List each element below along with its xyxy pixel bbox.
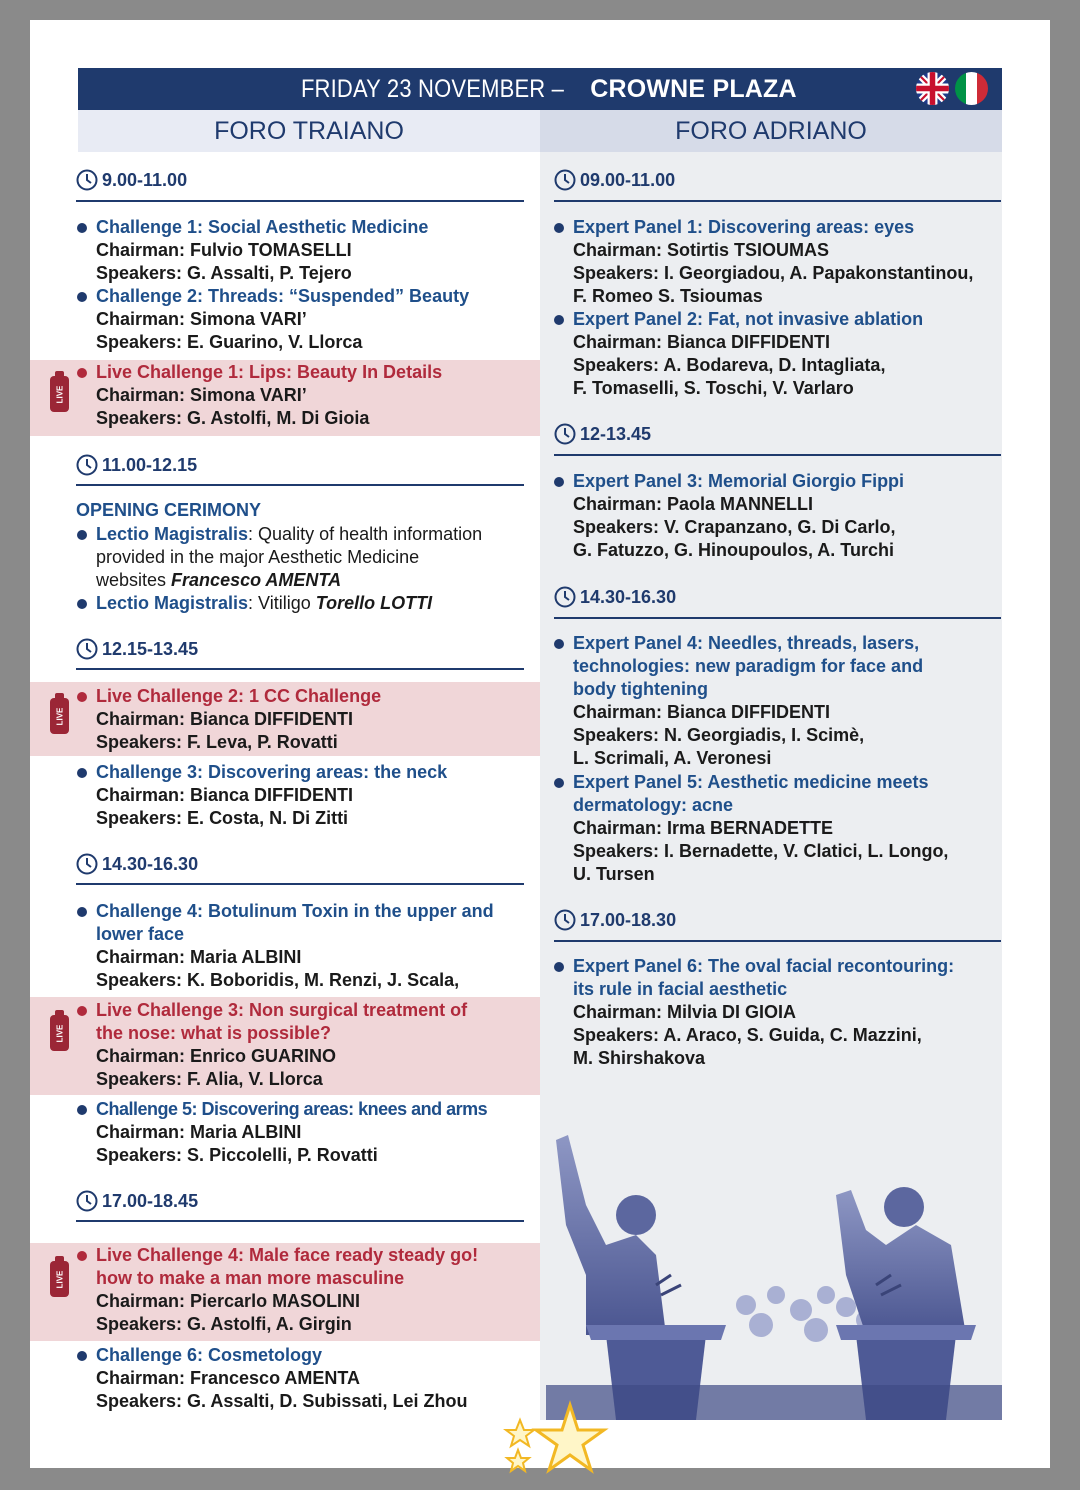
clock-icon bbox=[76, 853, 98, 875]
session-chairman: Chairman: Simona VARI’ bbox=[96, 385, 307, 405]
session-speakers: Speakers: F. Alia, V. Llorca bbox=[96, 1069, 323, 1089]
session-live-challenge-4 bbox=[96, 1244, 536, 1336]
session-chairman: Chairman: Maria ALBINI bbox=[96, 947, 302, 967]
time-label: 17.00-18.30 bbox=[580, 909, 677, 930]
time-label: 09.00-11.00 bbox=[580, 169, 676, 190]
italy-flag-icon[interactable] bbox=[955, 72, 988, 105]
divider bbox=[76, 668, 524, 670]
session-speakers: L. Scrimali, A. Veronesi bbox=[573, 748, 772, 768]
session-speakers: U. Tursen bbox=[573, 864, 655, 884]
session-chairman: Chairman: Simona VARI’ bbox=[96, 309, 307, 329]
time-slot bbox=[76, 169, 187, 191]
live-badge-icon: LIVE bbox=[50, 1015, 69, 1051]
time-label: 11.00-12.15 bbox=[102, 454, 198, 475]
session-expert-panel-2 bbox=[573, 308, 998, 400]
clock-icon bbox=[554, 586, 576, 608]
session-speakers: Speakers: V. Crapanzano, G. Di Carlo, bbox=[573, 517, 896, 537]
session-lectio-magistralis-2 bbox=[96, 592, 536, 615]
session-speakers: Speakers: I. Georgiadou, A. Papakonstantinou, bbox=[573, 263, 974, 283]
lecturer-name: Torello LOTTI bbox=[315, 593, 433, 613]
live-badge-icon: LIVE bbox=[50, 698, 69, 734]
session-title: Live Challenge 2: 1 CC Challenge bbox=[96, 685, 536, 708]
session-title: Challenge 1: Social Aesthetic Medicine bbox=[96, 216, 536, 239]
time-label: 14.30-16.30 bbox=[102, 853, 199, 874]
time-label: 14.30-16.30 bbox=[580, 586, 677, 607]
session-speakers: Speakers: F. Leva, P. Rovatti bbox=[96, 732, 338, 752]
session-description: provided in the major Aesthetic Medicine bbox=[96, 547, 420, 567]
column-header-foro-adriano: FORO ADRIANO bbox=[540, 110, 1002, 152]
divider bbox=[76, 1220, 524, 1222]
clock-icon bbox=[76, 1190, 98, 1212]
session-title: Expert Panel 2: Fat, not invasive ablation bbox=[573, 308, 998, 331]
session-title-continued: body tightening bbox=[573, 679, 708, 699]
session-chairman: Chairman: Bianca DIFFIDENTI bbox=[96, 709, 354, 729]
language-flags bbox=[916, 72, 988, 105]
session-speakers: F. Tomaselli, S. Toschi, V. Varlaro bbox=[573, 378, 854, 398]
session-challenge-1 bbox=[96, 216, 536, 285]
session-challenge-6 bbox=[96, 1344, 536, 1413]
clock-icon bbox=[76, 454, 98, 476]
lecturer-name: Francesco AMENTA bbox=[171, 570, 342, 590]
clock-icon bbox=[554, 909, 576, 931]
session-live-challenge-2 bbox=[96, 685, 536, 754]
session-title: Challenge 5: Discovering areas: knees and arms bbox=[96, 1098, 536, 1121]
time-slot bbox=[554, 586, 676, 608]
session-challenge-3 bbox=[96, 761, 536, 830]
session-speakers: Speakers: K. Boboridis, M. Renzi, J. Scala, bbox=[96, 970, 460, 990]
divider bbox=[76, 200, 524, 202]
session-chairman: Chairman: Piercarlo MASOLINI bbox=[96, 1291, 361, 1311]
session-title: Challenge 3: Discovering areas: the neck bbox=[96, 761, 536, 784]
session-chairman: Chairman: Irma BERNADETTE bbox=[573, 818, 834, 838]
session-chairman: Chairman: Fulvio TOMASELLI bbox=[96, 240, 352, 260]
time-label: 17.00-18.45 bbox=[102, 1190, 199, 1211]
session-title: Lectio Magistralis bbox=[96, 524, 249, 544]
time-slot bbox=[554, 909, 676, 931]
time-slot bbox=[76, 454, 197, 476]
session-description: : Vitiligo bbox=[248, 593, 316, 613]
session-title-continued: technologies: new paradigm for face and bbox=[573, 656, 924, 676]
session-speakers: F. Romeo S. Tsioumas bbox=[573, 286, 763, 306]
session-live-challenge-3 bbox=[96, 999, 536, 1091]
session-title: Lectio Magistralis bbox=[96, 593, 249, 613]
session-speakers: Speakers: E. Costa, N. Di Zitti bbox=[96, 808, 349, 828]
session-chairman: Chairman: Paola MANNELLI bbox=[573, 494, 814, 514]
divider bbox=[554, 454, 1001, 456]
day-text: FRIDAY 23 NOVEMBER – bbox=[301, 74, 565, 103]
session-title: Live Challenge 1: Lips: Beauty In Details bbox=[96, 361, 536, 384]
session-speakers: Speakers: N. Georgiadis, I. Scimè, bbox=[573, 725, 865, 745]
session-speakers: M. Shirshakova bbox=[573, 1048, 706, 1068]
session-speakers: Speakers: G. Assalti, D. Subissati, Lei Zhou bbox=[96, 1391, 468, 1411]
session-challenge-4 bbox=[96, 900, 536, 992]
session-expert-panel-3 bbox=[573, 470, 998, 562]
session-chairman: Chairman: Milvia DI GIOIA bbox=[573, 1002, 797, 1022]
time-slot bbox=[76, 1190, 198, 1212]
session-title: Expert Panel 5: Aesthetic medicine meets bbox=[573, 771, 998, 794]
live-badge-icon: LIVE bbox=[50, 376, 69, 412]
session-speakers: Speakers: A. Bodareva, D. Intagliata, bbox=[573, 355, 886, 375]
venue-name: CROWNE PLAZA bbox=[590, 74, 797, 103]
clock-icon bbox=[76, 638, 98, 660]
session-title-continued: lower face bbox=[96, 924, 185, 944]
session-challenge-2 bbox=[96, 285, 536, 354]
time-slot bbox=[554, 423, 651, 445]
live-badge-icon: LIVE bbox=[50, 1261, 69, 1297]
session-speakers: Speakers: I. Bernadette, V. Clatici, L. Longo, bbox=[573, 841, 949, 861]
column-header-foro-traiano: FORO TRAIANO bbox=[78, 110, 540, 152]
time-slot bbox=[76, 853, 198, 875]
session-speakers: Speakers: G. Astolfi, M. Di Gioia bbox=[96, 408, 370, 428]
session-speakers: G. Fatuzzo, G. Hinoupoulos, A. Turchi bbox=[573, 540, 894, 560]
session-chairman: Chairman: Enrico GUARINO bbox=[96, 1046, 337, 1066]
clock-icon bbox=[554, 169, 576, 191]
divider bbox=[76, 883, 524, 885]
session-chairman: Chairman: Bianca DIFFIDENTI bbox=[573, 702, 831, 722]
time-label: 12-13.45 bbox=[580, 423, 652, 444]
session-chairman: Chairman: Bianca DIFFIDENTI bbox=[96, 785, 354, 805]
session-chairman: Chairman: Sotirtis TSIOUMAS bbox=[573, 240, 830, 260]
session-title-continued: the nose: what is possible? bbox=[96, 1023, 332, 1043]
session-title-continued: dermatology: acne bbox=[573, 795, 734, 815]
session-speakers: Speakers: S. Piccolelli, P. Rovatti bbox=[96, 1145, 378, 1165]
time-label: 9.00-11.00 bbox=[102, 169, 188, 190]
divider bbox=[554, 200, 1001, 202]
clock-icon bbox=[76, 169, 98, 191]
session-speakers: Speakers: A. Araco, S. Guida, C. Mazzini, bbox=[573, 1025, 922, 1045]
time-label: 12.15-13.45 bbox=[102, 638, 199, 659]
session-title-continued: how to make a man more masculine bbox=[96, 1268, 405, 1288]
time-slot bbox=[76, 638, 198, 660]
session-chairman: Chairman: Francesco AMENTA bbox=[96, 1368, 361, 1388]
session-description: websites bbox=[96, 570, 172, 590]
session-speakers: Speakers: G. Assalti, P. Tejero bbox=[96, 263, 352, 283]
session-title: Expert Panel 3: Memorial Giorgio Fippi bbox=[573, 470, 998, 493]
session-expert-panel-1 bbox=[573, 216, 998, 308]
session-chairman: Chairman: Maria ALBINI bbox=[96, 1122, 302, 1142]
session-title-continued: its rule in facial aesthetic bbox=[573, 979, 788, 999]
day-header bbox=[78, 68, 1002, 110]
session-challenge-5 bbox=[96, 1098, 536, 1167]
session-live-challenge-1 bbox=[96, 361, 536, 430]
session-title: Expert Panel 4: Needles, threads, lasers, bbox=[573, 632, 998, 655]
session-lectio-magistralis-1 bbox=[96, 523, 536, 592]
session-expert-panel-6 bbox=[573, 955, 998, 1070]
program-page bbox=[30, 20, 1050, 1468]
debate-speakers-illustration bbox=[546, 1135, 1002, 1420]
session-description: : Quality of health information bbox=[248, 524, 483, 544]
divider bbox=[554, 617, 1001, 619]
divider bbox=[76, 484, 524, 486]
uk-flag-icon[interactable] bbox=[916, 72, 949, 105]
session-title: Challenge 6: Cosmetology bbox=[96, 1344, 536, 1367]
clock-icon bbox=[554, 423, 576, 445]
session-chairman: Chairman: Bianca DIFFIDENTI bbox=[573, 332, 831, 352]
session-title: Live Challenge 4: Male face ready steady go! bbox=[96, 1244, 536, 1267]
session-expert-panel-5 bbox=[573, 771, 998, 886]
time-slot bbox=[554, 169, 675, 191]
session-title: Challenge 2: Threads: “Suspended” Beauty bbox=[96, 285, 536, 308]
opening-ceremony-heading: OPENING CERIMONY bbox=[76, 500, 262, 520]
session-title: Challenge 4: Botulinum Toxin in the upper and bbox=[96, 900, 536, 923]
session-speakers: Speakers: G. Astolfi, A. Girgin bbox=[96, 1314, 352, 1334]
session-title: Live Challenge 3: Non surgical treatment of bbox=[96, 999, 536, 1022]
session-title: Expert Panel 1: Discovering areas: eyes bbox=[573, 216, 998, 239]
session-speakers: Speakers: E. Guarino, V. Llorca bbox=[96, 332, 363, 352]
divider bbox=[554, 940, 1001, 942]
star-decoration-icon bbox=[500, 1400, 620, 1490]
session-title: Expert Panel 6: The oval facial recontouring: bbox=[573, 955, 998, 978]
session-expert-panel-4 bbox=[573, 632, 998, 770]
